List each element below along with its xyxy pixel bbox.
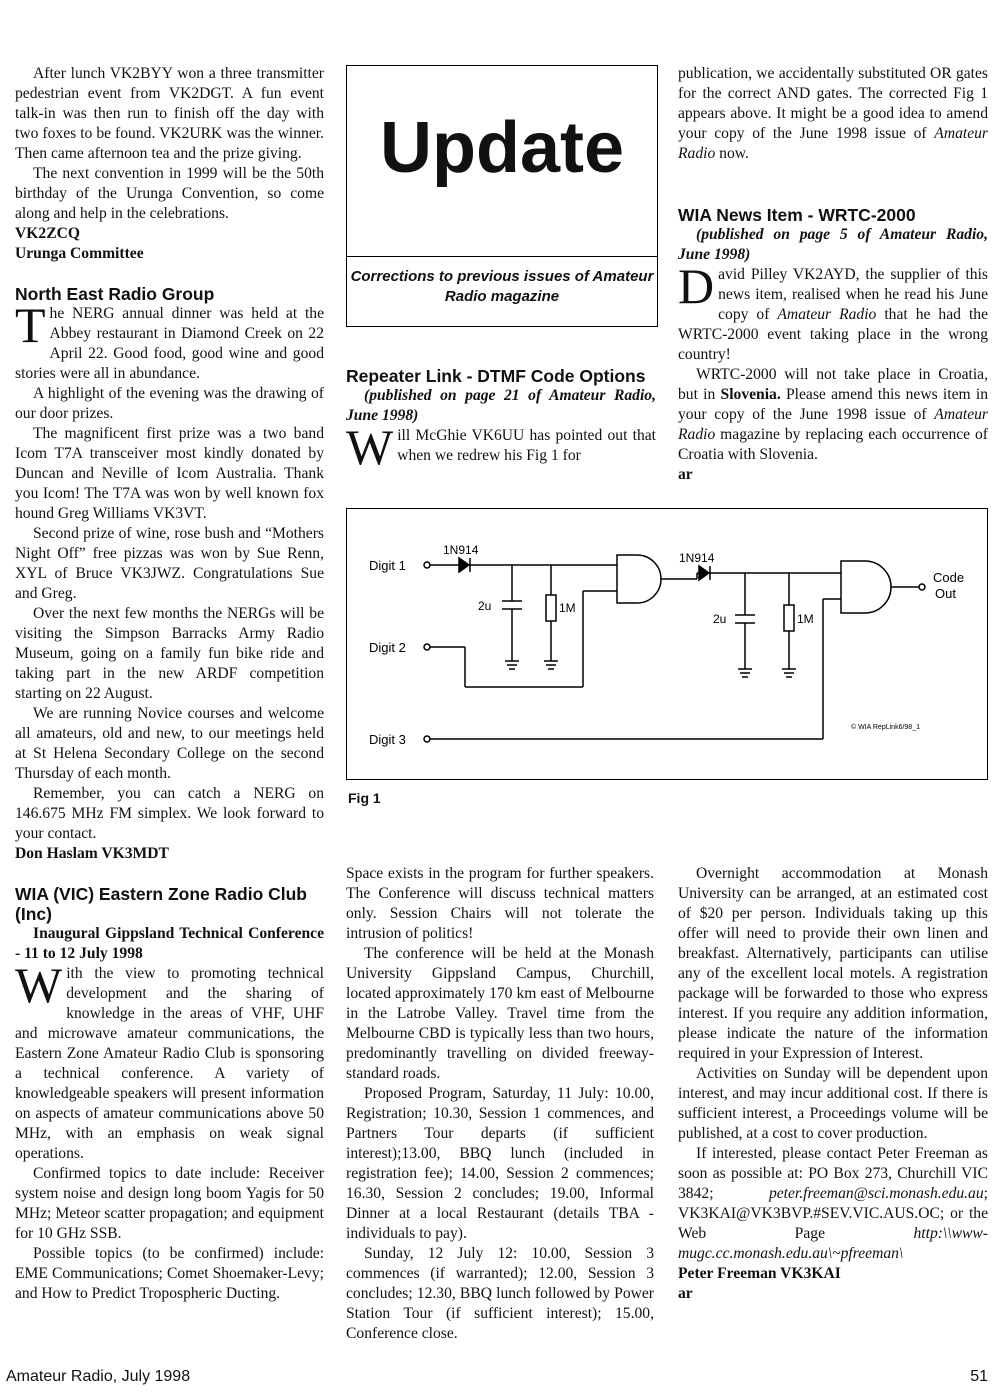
wrtc-subheading: (published on page 5 of Amateur Radio, June 1998) <box>678 226 988 263</box>
nerg-heading: North East Radio Group <box>15 284 215 304</box>
diode2-label: 1N914 <box>679 551 715 565</box>
page-number: 51 <box>970 1368 988 1385</box>
digit3-label: Digit 3 <box>369 732 406 747</box>
drop-cap: T <box>15 297 46 353</box>
column-2-bottom <box>346 864 654 1344</box>
diode1-label: 1N914 <box>443 543 479 557</box>
paragraph: A highlight of the evening was the drawing of our door prizes. <box>15 385 324 422</box>
figure-caption: Fig 1 <box>348 790 381 806</box>
update-subtitle: Corrections to previous issues of Amateur Radio magazine <box>350 268 654 305</box>
cap1-label: 2u <box>478 599 492 613</box>
email-link[interactable]: peter.freeman@sci.monash.edu.au <box>768 1185 984 1202</box>
contact-paragraph: If interested, please contact Peter Freeman as soon as possible at: PO Box 273, Churchill VIC 3842; peter.freeman@sci.monash.edu.au; VK3KAI@VK3BVP.#SEV.VIC.AUS.OC; or the Web Page http:\\www-mugc.cc.monash.edu.au\~pfreeman\ <box>678 1145 988 1262</box>
digit1-label: Digit 1 <box>369 558 406 573</box>
divider <box>347 256 657 257</box>
end-mark: ar <box>678 1285 693 1302</box>
column-3-bottom <box>678 864 988 1304</box>
paragraph: Activities on Sunday will be dependent upon interest, and may incur additional cost. If there is sufficient interest, a Proceedings volume will be published, at a cost to cover production. <box>678 1065 988 1142</box>
res2-label: 1M <box>797 612 814 626</box>
drop-cap: D <box>678 258 715 314</box>
signature: Don Haslam VK3MDT <box>15 845 169 862</box>
res1-label: 1M <box>559 601 576 615</box>
paragraph: David Pilley VK2AYD, the supplier of this news item, realised when he read his June copy of Amateur Radio that he had the WRTC-2000 event taking place in the wrong country! <box>678 258 988 363</box>
paragraph: publication, we accidentally substituted OR gates for the correct AND gates. The corrected Fig 1 appears above. It might be a good idea to amend your copy of the June 1998 issue of Amateur Radio now. <box>678 65 988 162</box>
signature: Peter Freeman VK3KAI <box>678 1265 841 1282</box>
paragraph: ith the view to promoting technical development and the sharing of knowledge in the areas of VHF, UHF and microwave amateur communications, the Eastern Zone Amateur Radio Club is sponsoring a technical conference. A variety of knowledgeable speakers will present information on aspects of amateur communications above 50 MHz, with an emphasis on weak signal operations. <box>15 965 324 1162</box>
wrtc-heading: WIA News Item - WRTC-2000 <box>678 205 916 225</box>
repeater-subheading: (published on page 21 of Amateur Radio, June 1998) <box>346 387 656 424</box>
update-title: Update <box>379 108 625 188</box>
paragraph: After lunch VK2BYY won a three transmitter pedestrian event from VK2DGT. A fun event talk-in was then run to finish off the day with two foxes to be found. VK2URK was the winner. Then came afternoon tea and the prize giving. <box>15 65 324 162</box>
paragraph: Second prize of wine, rose bush and “Mothers Night Off” free pizzas was won by Sue Renn, XYL of Bruce VK3JWZ. Congratulations Sue and Greg. <box>15 525 324 602</box>
paragraph: Proposed Program, Saturday, 11 July: 10.00, Registration; 10.30, Session 1 commences, and Partners Tour departs (if sufficient interest);13.00, BBQ lunch (included in registration fee); 14.00, Session 2 commences; 16.30, Session 2 concludes; 19.00, Informal Dinner at a local Restaurant (details TBA - individuals to pay). <box>346 1085 654 1242</box>
wia-subheading: Inaugural Gippsland Technical Conference - 11 to 12 July 1998 <box>15 925 324 962</box>
paragraph: ill McGhie VK6UU has pointed out that when we redrew his Fig 1 for <box>397 427 656 464</box>
paragraph: Remember, you can catch a NERG on 146.675 MHz FM simplex. We look forward to your contact. <box>15 785 324 842</box>
paragraph: The magnificent first prize was a two band Icom T7A transceiver most kindly donated by Duncan and Neville of Icom Australia. Thank you Icom! The T7A was won by well known fox hound Greg Williams VK3VT. <box>15 425 324 522</box>
signature-org: Urunga Committee <box>15 245 144 262</box>
code-label: Code <box>933 570 965 585</box>
column-2-top <box>346 366 656 475</box>
paragraph: The next convention in 1999 will be the 50th birthday of the Urunga Convention, so come along and help in the celebrations. <box>15 165 324 222</box>
paragraph: Space exists in the program for further speakers. The Conference will discuss technical matters only. Session Chairs will not tolerate the intrusion of politics! <box>346 865 654 942</box>
footer-title: Amateur Radio, July 1998 <box>6 1368 191 1385</box>
cap2-label: 2u <box>713 612 727 626</box>
paragraph: WRTC-2000 will not take place in Croatia, but in Slovenia. Please amend this news item in your copy of the June 1998 issue of Amateur Radio magazine by replacing each occurrence of Croatia with Slovenia. <box>678 366 988 463</box>
paragraph: he NERG annual dinner was held at the Abbey restaurant in Diamond Creek on 22 April 22. Good food, good wine and good stories were all in abundance. <box>15 305 324 382</box>
circuit-figure <box>346 508 988 780</box>
paragraph: Over the next few months the NERGs will be visiting the Simpson Barracks Army Radio Museum, going on a family fun bike ride and taking part in the new ARDF competition starting on 22 August. <box>15 605 324 702</box>
circuit-diagram <box>347 509 987 779</box>
end-mark: ar <box>678 466 693 483</box>
paragraph: Sunday, 12 July 12: 10.00, Session 3 commences (if warranted); 12.00, Session 3 concludes; 12.30, BBQ lunch followed by Power Station Tour (if sufficient interest); 15.00, Conference close. <box>346 1245 654 1342</box>
drop-cap: W <box>346 419 394 475</box>
paragraph: We are running Novice courses and welcome all amateurs, old and new, to our meetings held at St Helena Secondary College on the second Thursday of each month. <box>15 705 324 782</box>
web-link[interactable]: http:\\www-mugc.cc.monash.edu.au\~pfreeman\ <box>678 1225 988 1262</box>
out-label: Out <box>935 586 956 601</box>
column-1 <box>15 64 324 1304</box>
update-box <box>346 65 658 327</box>
paragraph: Possible topics (to be confirmed) include: EME Communications; Comet Shoemaker-Levy; and How to Predict Tropospheric Ducting. <box>15 1245 324 1302</box>
paragraph: Confirmed topics to date include: Receiver system noise and design long boom Yagis for 50 MHz; Meteor scatter propagation; and equipment for 10 GHz SSB. <box>15 1165 324 1242</box>
column-3-top <box>678 64 988 485</box>
paragraph: The conference will be held at the Monash University Gippsland Campus, Churchill, located approximately 170 km east of Melbourne in the Latrobe Valley. Travel time from the Melbourne CBD is typically less than two hours, predominantly travelling on divided freeway-standard roads. <box>346 945 654 1082</box>
repeater-heading: Repeater Link - DTMF Code Options <box>346 366 646 386</box>
drop-cap: W <box>15 957 63 1013</box>
digit2-label: Digit 2 <box>369 640 406 655</box>
figure-credit: © WIA RepLink6/98_1 <box>851 724 920 731</box>
wia-heading: WIA (VIC) Eastern Zone Radio Club (Inc) <box>15 884 307 924</box>
paragraph: Overnight accommodation at Monash University can be arranged, at an estimated cost of $20 per person. Individuals taking up this offer will need to provide their own linen and breakfast. Alternatively, participants can utilise any of the excellent local motels. A registration package will be forwarded to those who express interest. If you require any addition information, please indicate the nature of the information required in your Expression of Interest. <box>678 865 988 1062</box>
signature-callsign: VK2ZCQ <box>15 225 80 242</box>
